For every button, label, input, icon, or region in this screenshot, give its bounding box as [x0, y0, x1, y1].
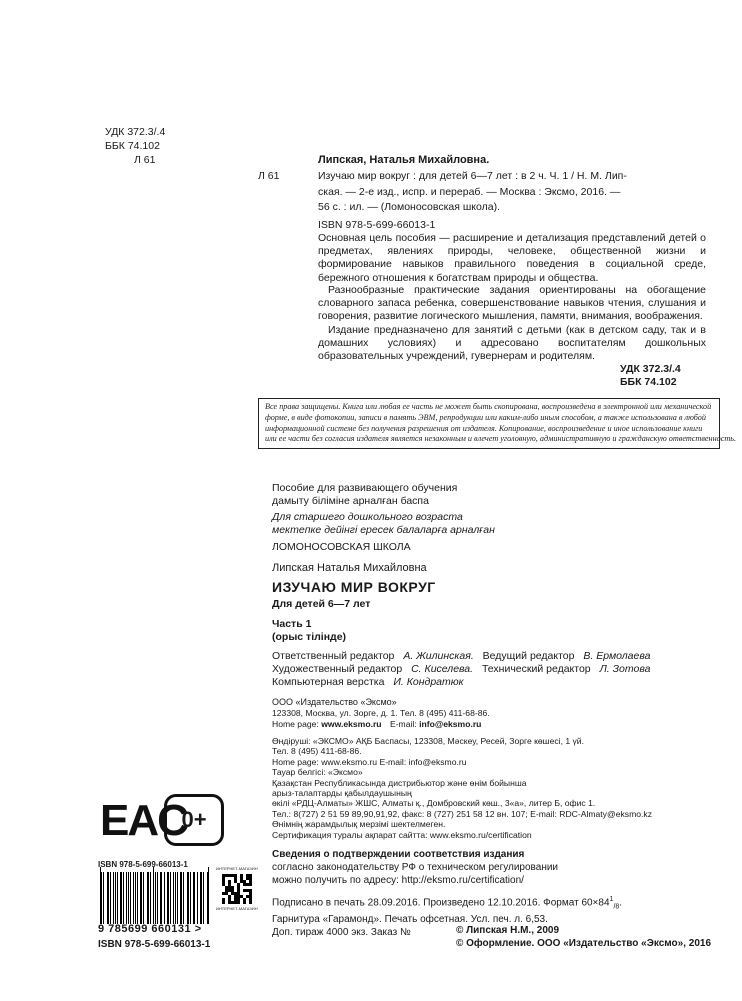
- publisher-name: ООО «Издательство «Эксмо»: [272, 697, 397, 707]
- kz-line: Сертификация туралы ақпарат сайтта: www.eksmo.ru/certification: [272, 829, 532, 840]
- qr-caption-top: ИНТЕРНЕТ-МАГАЗИН: [216, 866, 258, 871]
- staff-line-3: Компьютерная верстка И. Кондратюк: [272, 676, 464, 688]
- print-info-block: [272, 893, 622, 939]
- staff-line-1: Ответственный редактор А. Жилинская. Ведущий редактор В. Ермолаева: [272, 650, 651, 662]
- purpose-ru: Пособие для развивающего обучения: [272, 482, 458, 494]
- kz-line: Тел. 8 (495) 411-68-86.: [272, 746, 362, 757]
- publisher-contacts: Home page: www.eksmo.ru E-mail: info@eksmo.ru: [272, 719, 482, 729]
- book-author: Липская Наталья Михайловна: [272, 562, 427, 574]
- legal-line-4: или ее части без согласия издателя является незаконным и влечет уголовную, административную и гражданскую ответственность.: [265, 434, 737, 444]
- kz-info-block: [272, 736, 652, 840]
- certification-line-2: согласно законодательству РФ о техническом регулировании: [272, 862, 559, 873]
- annotation-bbk: ББК 74.102: [620, 376, 677, 388]
- kz-line: Өнiмнiң жарамдылық мерзiмi шектелмеген.: [272, 819, 446, 830]
- book-subtitle: Для детей 6—7 лет: [272, 598, 371, 610]
- catalog-bbk: ББК 74.102: [105, 140, 160, 152]
- legal-line-1: Все права защищены. Книга или любая ее часть не может быть скопирована, воспроизведена в электронной или механической: [265, 402, 712, 411]
- bib-isbn: ISBN 978-5-699-66013-1: [318, 219, 436, 231]
- book-title: ИЗУЧАЮ МИР ВОКРУГ: [272, 579, 436, 595]
- certification-line-3: можно получить по адресу: http://eksmo.ru/certification/: [272, 875, 524, 886]
- certification-line-1: Сведения о подтверждении соответствия издания: [272, 849, 525, 860]
- barcode-label-bottom: ISBN 978-5-699-66013-1: [98, 939, 211, 950]
- print-line-3: Доп. тираж 4000 экз. Заказ №: [272, 927, 411, 939]
- certification-block: [272, 848, 558, 887]
- barcode-label-top: ISBN 978-5-699-66013-1: [98, 860, 188, 869]
- kz-line: өкiлi «РДЦ-Алматы» ЖШС, Алматы қ., Домбровский көш., 3«а», литер Б, офис 1.: [272, 798, 596, 809]
- qr-caption-bottom: ИНТЕРНЕТ-МАГАЗИН: [216, 906, 258, 911]
- copyright-line-2: © Оформление. ООО «Издательство «Эксмо», 2016: [456, 938, 712, 949]
- bib-author-heading: Липская, Наталья Михайловна.: [318, 154, 490, 166]
- legal-notice-box: [258, 398, 737, 449]
- kz-line: Тел.: 8(727) 2 51 59 89,90,91,92, факс: 8 (727) 251 58 12 вн. 107; E-mail: RDC-Almaty@eksmo.kz: [272, 808, 653, 819]
- catalog-udk: УДК 372.3/.4: [105, 126, 166, 138]
- bib-line-3: 56 с. : ил. — (Ломоносовская школа).: [318, 201, 500, 213]
- catalog-author-mark: Л 61: [134, 154, 156, 166]
- kz-line: Home page: www.eksmo.ru E-mail: info@eksmo.ru: [272, 756, 467, 767]
- bib-line-2: ская. — 2-е изд., испр. и перераб. — Москва : Эксмо, 2016. —: [318, 186, 621, 198]
- print-line-1: Подписано в печать 28.09.2016. Произведено 12.10.2016. Формат $60\times 84^1_{/8}$.: [272, 896, 623, 911]
- kz-line: арыз-талаптарды қабылдаушының: [272, 788, 412, 799]
- publisher-address: 123308, Москва, ул. Зорге, д. 1. Тел. 8 (495) 411-68-86.: [272, 708, 490, 718]
- age-rating-badge: 0+: [164, 794, 224, 846]
- barcode-digits: 9 785699 660131 >: [98, 923, 202, 935]
- qr-code-icon: [222, 874, 252, 904]
- eac-mark: EAC: [100, 796, 187, 845]
- print-line-2: Гарнитура «Гарамонд». Печать офсетная. Усл. печ. л. 6,53.: [272, 914, 548, 926]
- age-ru: Для старшего дошкольного возраста: [272, 511, 463, 523]
- purpose-kz: дамыту білiмiне арналған баспа: [272, 495, 429, 507]
- kz-line: Қазақстан Республикасында дистрибьютор және өнiм бойынша: [272, 777, 527, 788]
- bib-line-1: Изучаю мир вокруг : для детей 6—7 лет : в 2 ч. Ч. 1 / Н. М. Лип-: [318, 170, 627, 182]
- publisher-home-link: www.eksmo.ru: [321, 719, 382, 729]
- legal-line-3: информационной системе без получения разрешения от издателя. Копирование, воспроизведение и иное использование книги: [265, 423, 703, 433]
- annotation-para-2: Разнообразные практические задания ориентированы на обогащение словарного запаса ребенка, совершенствование навыков чтения, слушания и говорения, развитие логического мышления, памяти, внимания, воображения.: [318, 284, 706, 323]
- copyright-line-1: © Липская Н.М., 2009: [456, 925, 560, 936]
- bib-mark: Л 61: [258, 170, 280, 182]
- legal-line-2: форме, в виде фотокопии, записи в память ЭВМ, репродукции или каким-либо иным способом, а также использована в любой: [265, 412, 706, 422]
- book-lang: (орыс тiлiнде): [272, 631, 347, 643]
- staff-line-2: Художественный редактор С. Киселева. Технический редактор Л. Зотова: [272, 663, 651, 675]
- annotation-para-3: Издание предназначено для занятий с детьми (как в детском саду, так и в домашних условиях) и адресовано воспитателям дошкольных образовательных учреждений, гувернерам и родителям.: [318, 324, 706, 363]
- book-part: Часть 1: [272, 618, 312, 630]
- series: ЛОМОНОСОВСКАЯ ШКОЛА: [272, 541, 411, 553]
- kz-line: Өндiрушi: «ЭКСМО» АҚБ Баспасы, 123308, Мәскеу, Ресей, Зорге көшесi, 1 үй.: [272, 736, 584, 746]
- annotation-para-1: Основная цель пособия — расширение и детализация представлений детей о предметах, явлениях природы, человеке, общественной жизни и формирование навыков правильного поведения в социальной среде, бережного отношения к богатствам природы и общества.: [318, 232, 706, 284]
- age-kz: мектепке дейiнгi ересек балаларға арналған: [272, 524, 495, 536]
- publisher-email: info@eksmo.ru: [419, 719, 482, 729]
- kz-line: Тауар белгiсi: «Эксмо»: [272, 767, 363, 778]
- isbn-barcode: [100, 872, 210, 924]
- annotation-udk: УДК 372.3/.4: [620, 363, 681, 375]
